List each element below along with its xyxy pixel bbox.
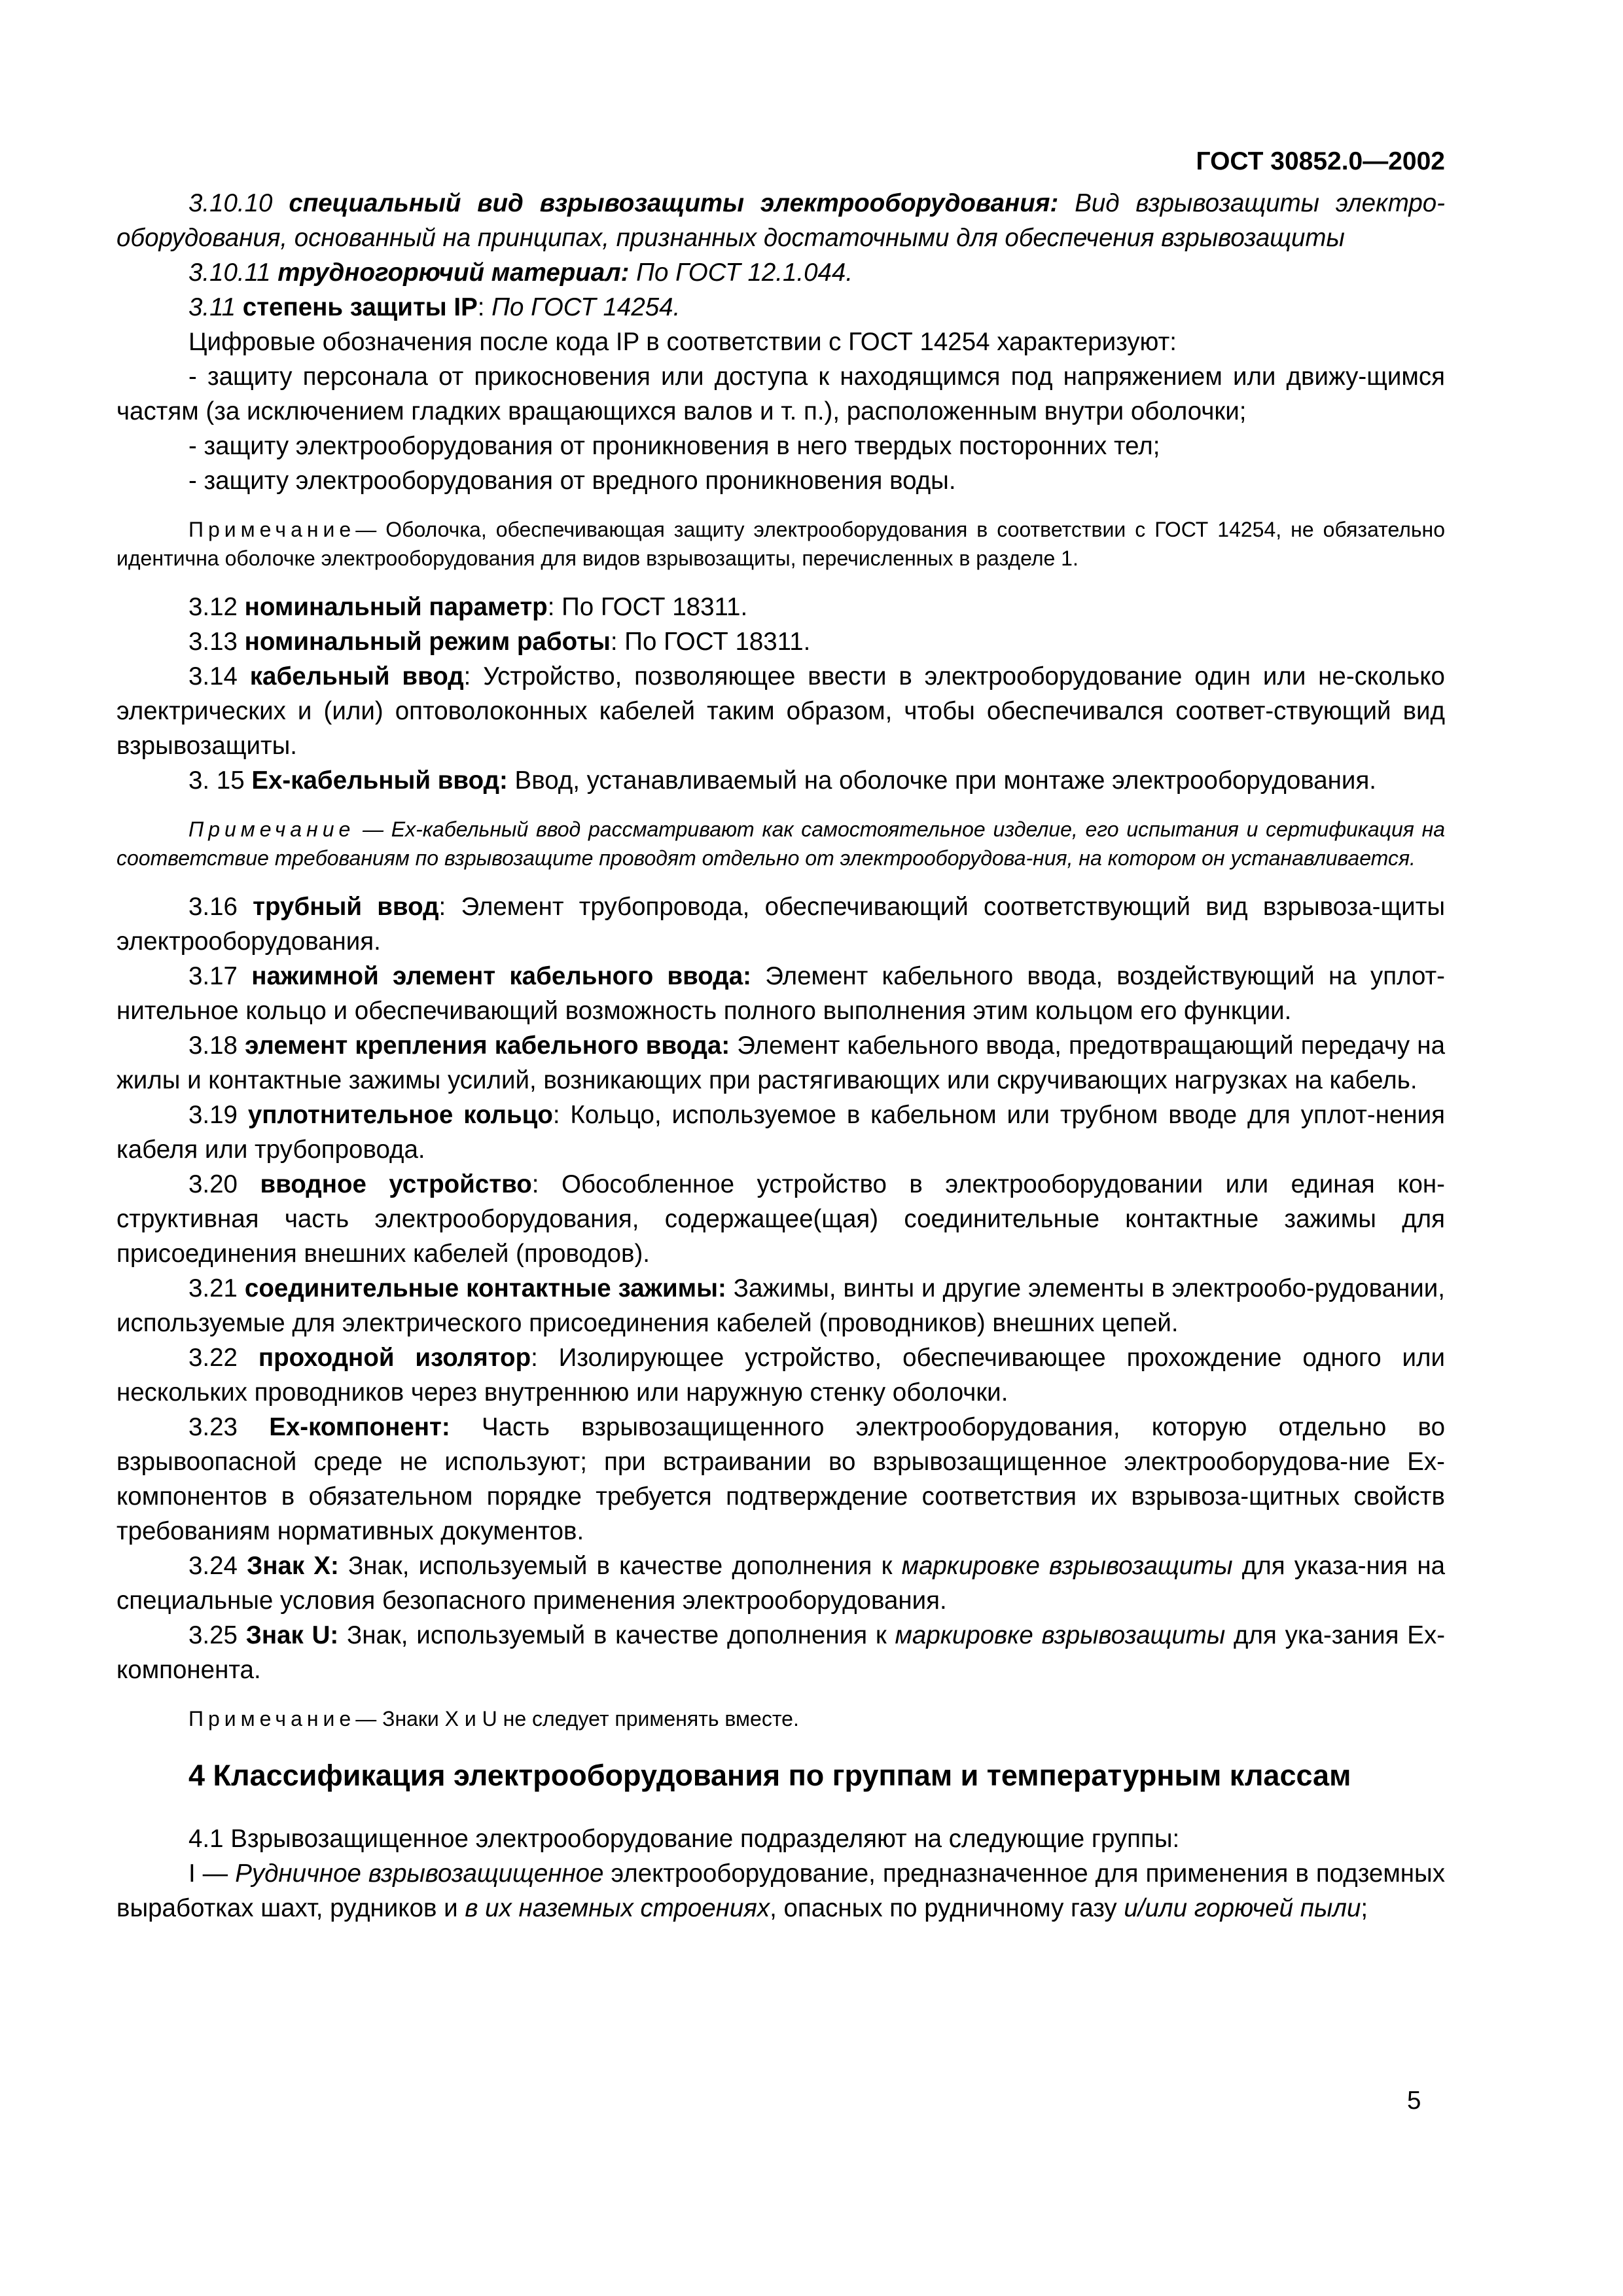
term: уплотнительное кольцо: [247, 1101, 553, 1129]
page-number: 5: [1407, 2087, 1421, 2115]
ip-intro-paragraph: Цифровые обозначения после кода IP в соответствии с ГОСТ 14254 характеризуют:: [188, 328, 1177, 356]
clause-3-22: 3.22 проходной изолятор: Изолирующее устройство, обеспечивающее прохождение одного или нескольких проводников через внутреннюю или наружную стенку оболочки.: [116, 1344, 1445, 1407]
term: кабельный ввод: [249, 662, 464, 691]
term: номинальный режим работы: [244, 628, 611, 656]
term: элемент крепления кабельного ввода:: [245, 1031, 730, 1060]
clause-3-12: 3.12 номинальный параметр: По ГОСТ 18311.: [188, 593, 748, 621]
term: проходной изолятор: [258, 1344, 531, 1372]
standard-header: ГОСТ 30852.0—2002: [1196, 147, 1445, 175]
clause-3-23: 3.23 Ех-компонент: Часть взрывозащищенного электрооборудования, которую отдельно во взрывоопасной среде не используют; при встраивании во взрывозащищенное электрооборудова-ние Ех-компонентов в обязательном порядке требуется подтверждение соответствия их взрывоза-щитных свойств требованиям нормативных документов.: [116, 1413, 1445, 1545]
list-item: - защиту персонала от прикосновения или доступа к находящимся под напряжением или движу-щимся частям (за исключением гладких вращающихся валов и т. п.), расположенным внутри оболочки;: [116, 363, 1445, 425]
term: трудногорючий материал:: [277, 259, 630, 287]
clause-3-24: 3.24 Знак X: Знак, используемый в качестве дополнения к маркировке взрывозащиты для указа-ния на специальные условия безопасного применения электрооборудования.: [116, 1552, 1445, 1615]
clause-3-18: 3.18 элемент крепления кабельного ввода: Элемент кабельного ввода, предотвращающий передачу на жилы и контактные зажимы усилий, возникающих при растягивающих или скручивающих нагрузках на кабель.: [116, 1031, 1445, 1094]
group-i-definition: I — Рудничное взрывозащищенное электрооборудование, предназначенное для применения в подземных выработках шахт, рудников и в их наземных строениях, опасных по рудничному газу и/или горючей пыли;: [116, 1859, 1445, 1922]
note-2: Примечание — Ех-кабельный ввод рассматривают как самостоятельное изделие, его испытания и сертификация на соответствие требованиям по взрывозащите проводят отдельно от электрооборудова-ния, на котором он устанавливается.: [116, 817, 1445, 870]
term: специальный вид взрывозащиты электрооборудования:: [289, 189, 1059, 217]
term: номинальный параметр: [244, 593, 548, 621]
term: степень защиты IP: [242, 293, 478, 321]
document-page: [116, 145, 1445, 1926]
clause-3-16: 3.16 трубный ввод: Элемент трубопровода, обеспечивающий соответствующий вид взрывоза-щиты электрооборудования.: [116, 893, 1445, 956]
clause-3-15: 3. 15 Ех-кабельный ввод: Ввод, устанавливаемый на оболочке при монтаже электрооборудования.: [188, 766, 1376, 795]
clause-3-11: 3.11 степень защиты IP: По ГОСТ 14254.: [188, 293, 681, 321]
clause-3-25: 3.25 Знак U: Знак, используемый в качестве дополнения к маркировке взрывозащиты для ука-зания Ех-компонента.: [116, 1621, 1446, 1684]
list-item: - защиту электрооборудования от проникновения в него твердых посторонних тел;: [188, 432, 1160, 460]
clause-3-17: 3.17 нажимной элемент кабельного ввода: Элемент кабельного ввода, воздействующий на уплот-нительное кольцо и обеспечивающий возможность полного выполнения этим кольцом его функции.: [116, 962, 1445, 1025]
term: соединительные контактные зажимы:: [244, 1274, 726, 1302]
note-1: Примечание— Оболочка, обеспечивающая защиту электрооборудования в соответствии с ГОСТ 14254, не обязательно идентична оболочке электрооборудования для видов взрывозащиты, перечисленных в разделе 1.: [116, 518, 1445, 570]
clause-3-19: 3.19 уплотнительное кольцо: Кольцо, используемое в кабельном или трубном вводе для уплот-нения кабеля или трубопровода.: [116, 1101, 1445, 1164]
term: вводное устройство: [260, 1170, 532, 1198]
term: Знак X:: [247, 1552, 339, 1580]
term: Знак U:: [245, 1621, 339, 1649]
note-3: Примечание— Знаки X и U не следует применять вместе.: [188, 1707, 799, 1731]
clause-3-14: 3.14 кабельный ввод: Устройство, позволяющее ввести в электрооборудование один или не-сколько электрических и (или) оптоволоконных кабелей таким образом, чтобы обеспечивался соответ-ствующий вид взрывозащиты.: [116, 662, 1445, 760]
section-4-heading: 4 Классификация электрооборудования по группам и температурным классам: [188, 1759, 1351, 1792]
clause-3-10-10: 3.10.10 специальный вид взрывозащиты электрооборудования: Вид взрывозащиты электро-оборудования, основанный на принципах, признанных достаточными для обеспечения взрывозащиты: [116, 189, 1445, 252]
clause-3-10-11: 3.10.11 трудногорючий материал: По ГОСТ 12.1.044.: [188, 259, 853, 287]
clause-3-21: 3.21 соединительные контактные зажимы: Зажимы, винты и другие элементы в электрообо-рудовании, используемые для электрического присоединения кабелей (проводников) внешних цепей.: [116, 1274, 1445, 1337]
term: Ех-компонент:: [269, 1413, 450, 1441]
list-item: - защиту электрооборудования от вредного проникновения воды.: [188, 467, 956, 495]
clause-3-20: 3.20 вводное устройство: Обособленное устройство в электрооборудовании или единая кон-структивная часть электрооборудования, содержащее(щая) соединительные контактные зажимы для присоединения внешних кабелей (проводов).: [116, 1170, 1446, 1268]
clause-3-13: 3.13 номинальный режим работы: По ГОСТ 18311.: [188, 628, 811, 656]
term: нажимной элемент кабельного ввода:: [251, 962, 751, 990]
term: трубный ввод: [253, 893, 439, 921]
term: Ех-кабельный ввод:: [251, 766, 508, 795]
clause-4-1: 4.1 Взрывозащищенное электрооборудование подразделяют на следующие группы:: [188, 1825, 1180, 1853]
